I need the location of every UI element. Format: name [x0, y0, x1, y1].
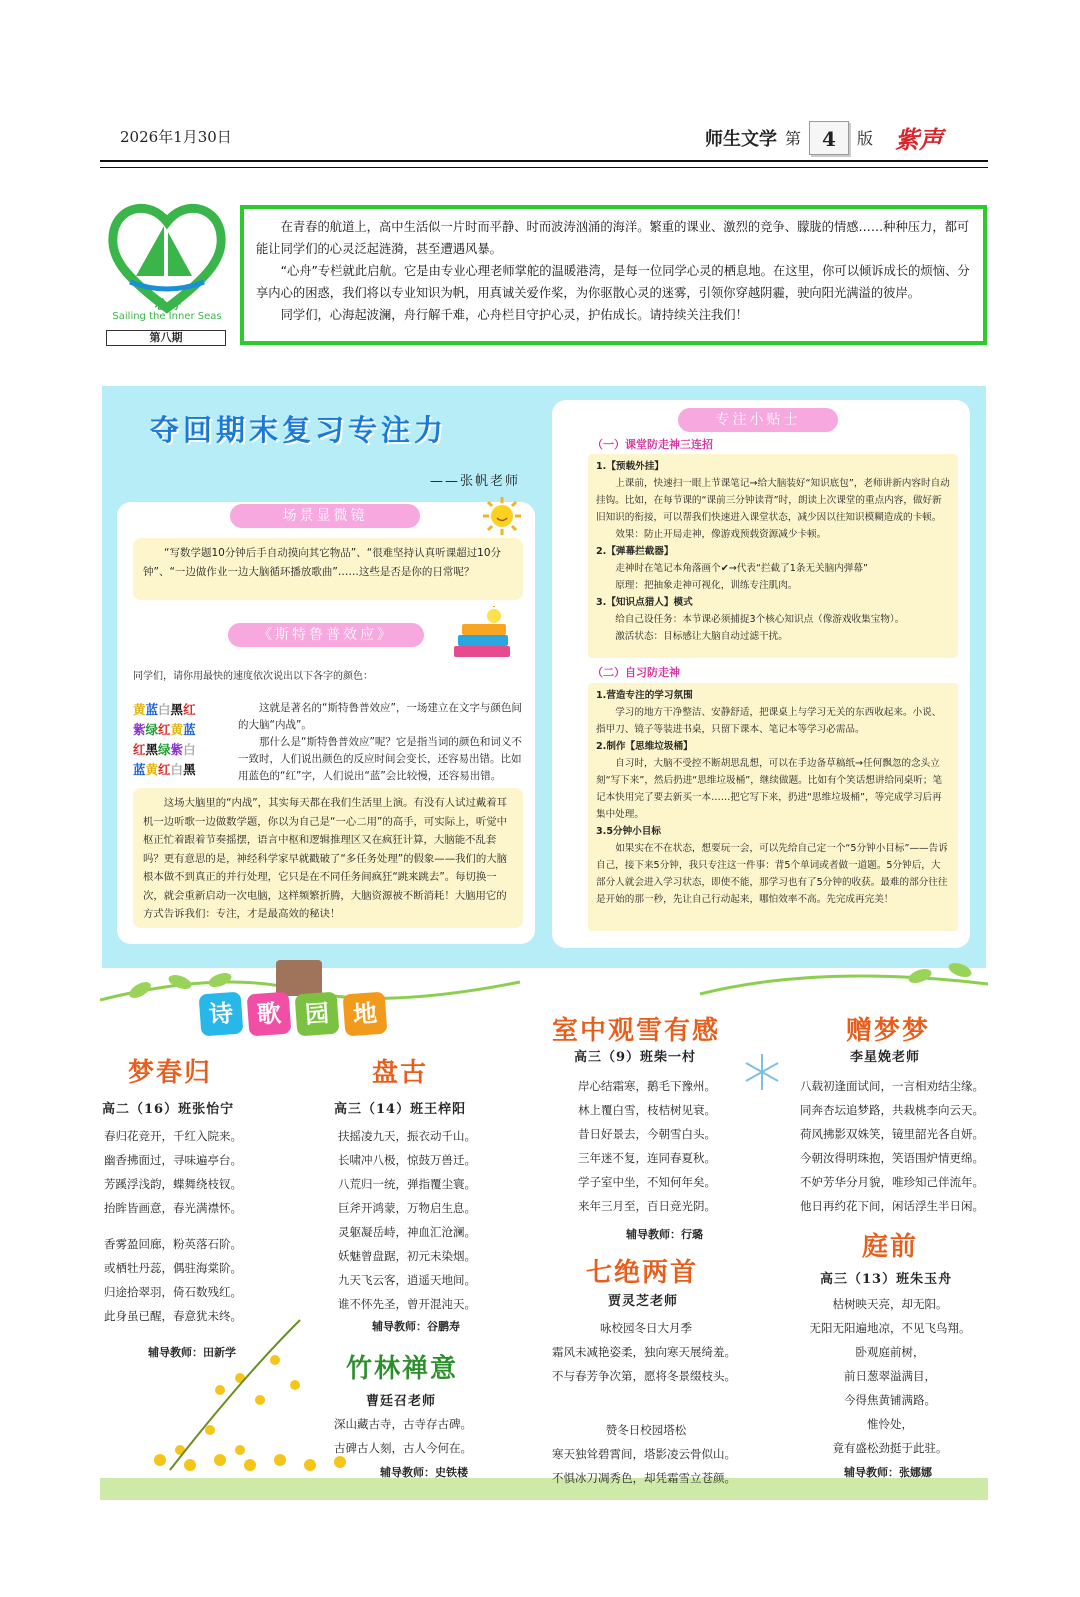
- stroop-char: 白: [158, 702, 171, 717]
- tips-section-2: [588, 683, 958, 931]
- poem-line: 归途拾翠羽，倚石数残红。: [104, 1285, 242, 1299]
- poem-subtitle: 咏校园冬日大月季: [600, 1321, 692, 1335]
- stroop-char: 黑: [183, 762, 196, 777]
- garden-title-char: 歌: [247, 992, 292, 1037]
- poem-garden-title: [200, 993, 386, 1035]
- focus-title: 夺回期末复习专注力: [150, 413, 448, 447]
- poem-line: 巨斧开鸿蒙，万物启生息。: [338, 1201, 476, 1215]
- poem-line: 学子室中坐，不知何年矣。: [578, 1175, 716, 1189]
- intro-paragraph: 同学们，心海起波澜，舟行解千难，心舟栏目守护心灵，护佑成长。请持续关注我们！: [280, 308, 748, 322]
- scene-pill: 场景显微镜: [230, 504, 420, 528]
- issue-date: 2026年1月30日: [120, 128, 232, 146]
- tip-text: 效果：防止开局走神，像游戏预载资源减少卡顿。: [615, 529, 827, 540]
- stroop-char: 绿: [145, 722, 159, 737]
- poem-line: 前日葱翠溢满目，: [844, 1369, 936, 1383]
- page-suffix: 版: [857, 129, 874, 148]
- stroop-intro: 同学们，请你用最快的速度依次说出以下各字的颜色：: [133, 671, 373, 682]
- poem-line: 枯树映天亮，却无阳。: [832, 1297, 948, 1311]
- stroop-text: [238, 700, 528, 785]
- poem-body: [104, 1124, 242, 1328]
- tip-text: 上课前，快速扫一眼上节课笔记→给大脑装好“知识底包”，老师讲新内容时自动挂钩。比如，在每节课的“课前三分钟读背”时，朗读上次课堂的重点内容，做好新旧知识的衔接，可以帮我们快速进入课堂状态，减少因以往知识模糊造成的卡顿。: [596, 478, 950, 523]
- logo-subtitle: Sailing the Inner Seas: [112, 311, 222, 322]
- poem-line: 芳蹊浮浅韵，蝶舞绕枝钗。: [104, 1177, 242, 1191]
- poem-line: 不与春芳争次第，愿将冬景缀枝头。: [552, 1369, 736, 1383]
- garden-title-char: 地: [343, 992, 388, 1037]
- intro-paragraph: 在青春的航道上，高中生活似一片时而平静、时而波涛汹涌的海洋。繁重的课业、激烈的竞争、朦胧的情感……种种压力，都可能让同学们的心灵泛起涟漪，甚至遭遇风暴。: [256, 220, 970, 256]
- poem-line: 林上覆白雪，枝桔树见衰。: [578, 1103, 716, 1117]
- poem-line: [104, 1220, 242, 1232]
- stroop-char: 白: [183, 742, 196, 757]
- brand-logo: 紫声: [895, 125, 944, 154]
- stroop-char: 黄: [133, 702, 146, 717]
- logo-title: 心舟: [153, 298, 180, 313]
- poem-title: 赠梦梦: [846, 1016, 931, 1046]
- poem-line: 抬眸皆画意，春光满襟怀。: [104, 1201, 242, 1215]
- garden-title-char: 诗: [199, 992, 244, 1037]
- poem-author: 曹廷召老师: [366, 1394, 437, 1409]
- poem-line: 惟怜处，: [867, 1417, 913, 1431]
- stroop-char: 蓝: [183, 722, 196, 737]
- poem-line: 八荒归一统，弹指覆尘寰。: [338, 1177, 476, 1191]
- poem-body: [578, 1074, 716, 1218]
- tip-subheading: 1.营造专注的学习氛围: [596, 690, 693, 701]
- issue-number: 第八期: [106, 330, 226, 346]
- tip-subheading: 1.【预载外挂】: [596, 461, 664, 472]
- stroop-row: [133, 740, 196, 760]
- poem-line: 昔日好景去，今朝雪白头。: [578, 1127, 716, 1141]
- poem-line: 春归花竞开，千红入院来。: [104, 1129, 242, 1143]
- poem-line: 今得焦黄铺满路。: [844, 1393, 936, 1407]
- stroop-paragraph: 那什么是“斯特鲁普效应”呢？它是指当词的颜色和词义不一致时，人们说出颜色的反应时间会变长，还容易出错。比如用蓝色的“红”字，人们说出“蓝”会比较慢，还容易出错。: [238, 736, 522, 782]
- poem-subtitle: 赞冬日校园塔松: [605, 1423, 687, 1437]
- tip-text: 如果实在不在状态，想要玩一会，可以先给自己定一个“5分钟小目标”——告诉自己，接下来5分钟，我只专注这一件事：背5个单词或者做一道题。5分钟后，大部分人就会进入学习状态，即使不能，那学习也有了5分钟的收获。最难的部分往往是开始的那一秒，先让自己行动起来，哪怕效率不高。先完成再完美！: [596, 843, 948, 905]
- poem-line: 霜风未减艳姿柔，独向寒天展绮羞。: [552, 1345, 736, 1359]
- tip-text: 给自己设任务：本节课必须捕捉3个核心知识点（像游戏收集宝物）。: [615, 614, 905, 625]
- stroop-char: 红: [158, 762, 171, 777]
- poem-line: 八载初逢面试间，一言相劝结尘缘。: [800, 1079, 984, 1093]
- stroop-char: 紫: [170, 742, 184, 757]
- stroop-char: 红: [183, 702, 196, 717]
- poem-line: 谁不怀先圣，曾开混沌天。: [338, 1297, 476, 1311]
- stroop-char: 红: [133, 742, 146, 757]
- stroop-char: 蓝: [145, 702, 159, 717]
- tip-subheading: 3.5分钟小目标: [596, 826, 661, 837]
- tip-text: 激活状态：目标感让大脑自动过滤干扰。: [615, 631, 788, 642]
- sun-icon: [482, 496, 522, 540]
- poem-title: 梦春归: [128, 1058, 213, 1088]
- poem-tutor: 辅导教师：田新学: [148, 1346, 236, 1359]
- focus-author: ——张帆老师: [430, 474, 521, 489]
- tips-pill: 专注小贴士: [678, 408, 838, 432]
- intro-paragraph: “心舟”专栏就此启航。它是由专业心理老师掌舵的温暖港湾，是每一位同学心灵的栖息地。在这里，你可以倾诉成长的烦恼、分享内心的困惑，我们将以专业知识为帆，用真诚关爱作桨，为你驱散心灵的迷雾，引领你穿越阴霾，驶向阳光满溢的彼岸。: [256, 264, 970, 300]
- battle-paragraph: 这场大脑里的“内战”，其实每天都在我们生活里上演。有没有人试过戴着耳机一边听歌一边做数学题，你以为自己是“一心二用”的高手，可实际上，听觉中枢正忙着跟着节奏摇摆，语言中枢和逻辑推理区又在疯狂计算，大脑能不乱套吗？更有意思的是，神经科学家早就戳破了“多任务处理”的假象——我们的大脑根本做不到真正的并行处理，它只是在不同任务间疯狂“跳来跳去”。每切换一次，就会重新启动一次电脑，这样频繁折腾，大脑资源被不断消耗！大脑用它的方式告诉我们：专注，才是最高效的秘诀！: [143, 797, 508, 920]
- poem-body: [552, 1340, 736, 1388]
- poem-line: 香雾盈回廊，粉英落石阶。: [104, 1237, 242, 1251]
- stroop-char: 黄: [170, 722, 184, 737]
- poem-body: [800, 1074, 984, 1218]
- poem-line: 或栖牡丹蕊，偶驻海棠阶。: [104, 1261, 242, 1275]
- stroop-color-grid: [133, 700, 196, 780]
- poem-line: 三年迷不复，连同春夏秋。: [578, 1151, 716, 1165]
- poem-line: 无阳无阳遍地凉，不见飞鸟翔。: [809, 1321, 971, 1335]
- tips-section-1: [588, 454, 958, 658]
- poem-line: 卧观庭前树，: [855, 1345, 925, 1359]
- poem-line: 岸心结霜寒，鹅毛下豫州。: [578, 1079, 716, 1093]
- stroop-row: [133, 700, 196, 720]
- poem-author: 高二（16）班张怡宁: [102, 1102, 235, 1117]
- page-prefix: 第: [785, 129, 802, 148]
- poem-author: 高三（14）班王梓阳: [334, 1102, 467, 1117]
- poem-body: [334, 1412, 472, 1460]
- stroop-char: 黑: [170, 702, 184, 717]
- poem-tutor: 辅导教师：谷鹏寿: [372, 1320, 460, 1333]
- page-header: [705, 120, 943, 155]
- poem-author: 贾灵芝老师: [608, 1294, 679, 1309]
- poem-line: 长啸冲八极，惊鼓万兽迁。: [338, 1153, 476, 1167]
- poem-body: [338, 1124, 476, 1316]
- stroop-char: 白: [170, 762, 184, 777]
- scene-paragraph: “写数学题10分钟后手自动摸向其它物品”、“很难坚持认真听课超过10分钟”、“一边做作业一边大脑循环播放歌曲”……这些是否是你的日常呢？: [143, 547, 502, 578]
- tip-subheading: 3.【知识点猎人】模式: [596, 597, 693, 608]
- poem-title: 室中观雪有感: [552, 1016, 721, 1046]
- tip-text: 原理：把抽象走神可视化，训练专注肌肉。: [615, 580, 798, 591]
- poem-line: 灵躯凝岳峙，神血汇沧澜。: [338, 1225, 476, 1239]
- poem-line: 古碑古人刻，古人今何在。: [334, 1441, 472, 1455]
- page-number: 4: [809, 121, 849, 155]
- tips-heading-1: （一）课堂防走神三连招: [592, 438, 713, 451]
- stroop-paragraph: 这就是著名的“斯特鲁普效应”，一场建立在文字与颜色间的大脑“内战”。: [238, 702, 522, 731]
- poem-author: 李星娩老师: [850, 1050, 921, 1065]
- poem-author: 高三（9）班柴一村: [574, 1050, 697, 1065]
- poem-line: 扶摇凌九天，振衣动千山。: [338, 1129, 476, 1143]
- stroop-char: 紫: [133, 722, 146, 737]
- stroop-char: 绿: [158, 742, 171, 757]
- poem-line: 不妒芳华分月貌，唯珍知己伴流年。: [800, 1175, 984, 1189]
- poem-line: 妖魅曾盘踞，初元未染烟。: [338, 1249, 476, 1263]
- stroop-char: 红: [158, 722, 171, 737]
- tip-subheading: 2.制作【思维垃圾桶】: [596, 741, 693, 752]
- poem-line: 深山藏古寺，古寺存古碑。: [334, 1417, 472, 1431]
- poem-line: 竟有盛松劲挺于此驻。: [832, 1441, 948, 1455]
- poem-line: 不惧冰刀凋秀色，却凭霜雪立苍颜。: [552, 1471, 736, 1485]
- battle-text: [133, 788, 523, 928]
- xinzhou-intro: [240, 205, 987, 345]
- poem-line: 同奔杏坛追梦路，共栽桃李向云天。: [800, 1103, 984, 1117]
- poem-line: 此身虽已醒，春意犹未终。: [104, 1309, 242, 1323]
- poem-tutor: 辅导教师：张娜娜: [844, 1466, 932, 1479]
- stroop-row: [133, 760, 196, 780]
- poem-title: 七绝两首: [586, 1258, 699, 1288]
- stroop-char: 蓝: [133, 762, 146, 777]
- stroop-row: [133, 720, 196, 740]
- poem-line: 九天飞云客，逍遥天地间。: [338, 1273, 476, 1287]
- header-rule: [100, 160, 988, 162]
- poem-title: 庭前: [862, 1232, 919, 1262]
- poem-body: [552, 1442, 736, 1490]
- poem-line: 荷风拂影双姝笑，镜里韶光各自妍。: [800, 1127, 984, 1141]
- poem-tutor: 辅导教师：史铁楼: [380, 1466, 468, 1479]
- poem-line: 来年三月至，百日竞光阴。: [578, 1199, 716, 1213]
- stroop-char: 黑: [145, 742, 159, 757]
- tip-text: 走神时在笔记本角落画个✔→代表“拦截了1条无关脑内弹幕”: [615, 563, 868, 574]
- tips-heading-2: （二）自习防走神: [592, 666, 680, 679]
- tip-text: 学习的地方干净整洁、安静舒适，把课桌上与学习无关的东西收起来。小说、指甲刀、镜子等装进书桌，只留下课本、笔记本等学习必需品。: [596, 707, 942, 735]
- tip-text: 自习时，大脑不受控不断胡思乱想，可以在手边备草稿纸→任何飘忽的念头立刻“写下来”，然后扔进“思维垃圾桶”，继续做题。比如有个笑话想讲给同桌听；笔记本快用完了要去新买一本……把它写下来，扔进“思维垃圾桶”，等完成学习后再集中处理。: [596, 758, 943, 820]
- xinzhou-logo: [104, 196, 230, 346]
- poem-tutor: 辅导教师：行璐: [626, 1228, 703, 1241]
- garden-title-char: 园: [295, 992, 340, 1037]
- poem-author: 高三（13）班朱玉舟: [820, 1272, 953, 1287]
- poem-body: [792, 1292, 988, 1460]
- stroop-char: 黄: [145, 762, 159, 777]
- header-rule-thin: [100, 167, 988, 168]
- poem-line: 今朝汝得明珠抱，笑语围炉情更绵。: [800, 1151, 984, 1165]
- poem-title: 竹林禅意: [346, 1354, 459, 1384]
- snowflake-icon: [742, 1052, 782, 1096]
- books-icon: [450, 606, 520, 666]
- poem-line: 幽香拂面过，寻味遍亭台。: [104, 1153, 242, 1167]
- tip-subheading: 2.【弹幕拦截器】: [596, 546, 674, 557]
- poem-title: 盘古: [372, 1058, 429, 1088]
- section-name: 师生文学: [705, 128, 777, 150]
- scene-text: [133, 538, 523, 600]
- stroop-pill: 《斯特鲁普效应》: [228, 623, 424, 647]
- poem-line: 他日再约花下间，闲话浮生半日闲。: [800, 1199, 984, 1213]
- poem-line: 寒天独耸碧霄间，塔影凌云骨似山。: [552, 1447, 736, 1461]
